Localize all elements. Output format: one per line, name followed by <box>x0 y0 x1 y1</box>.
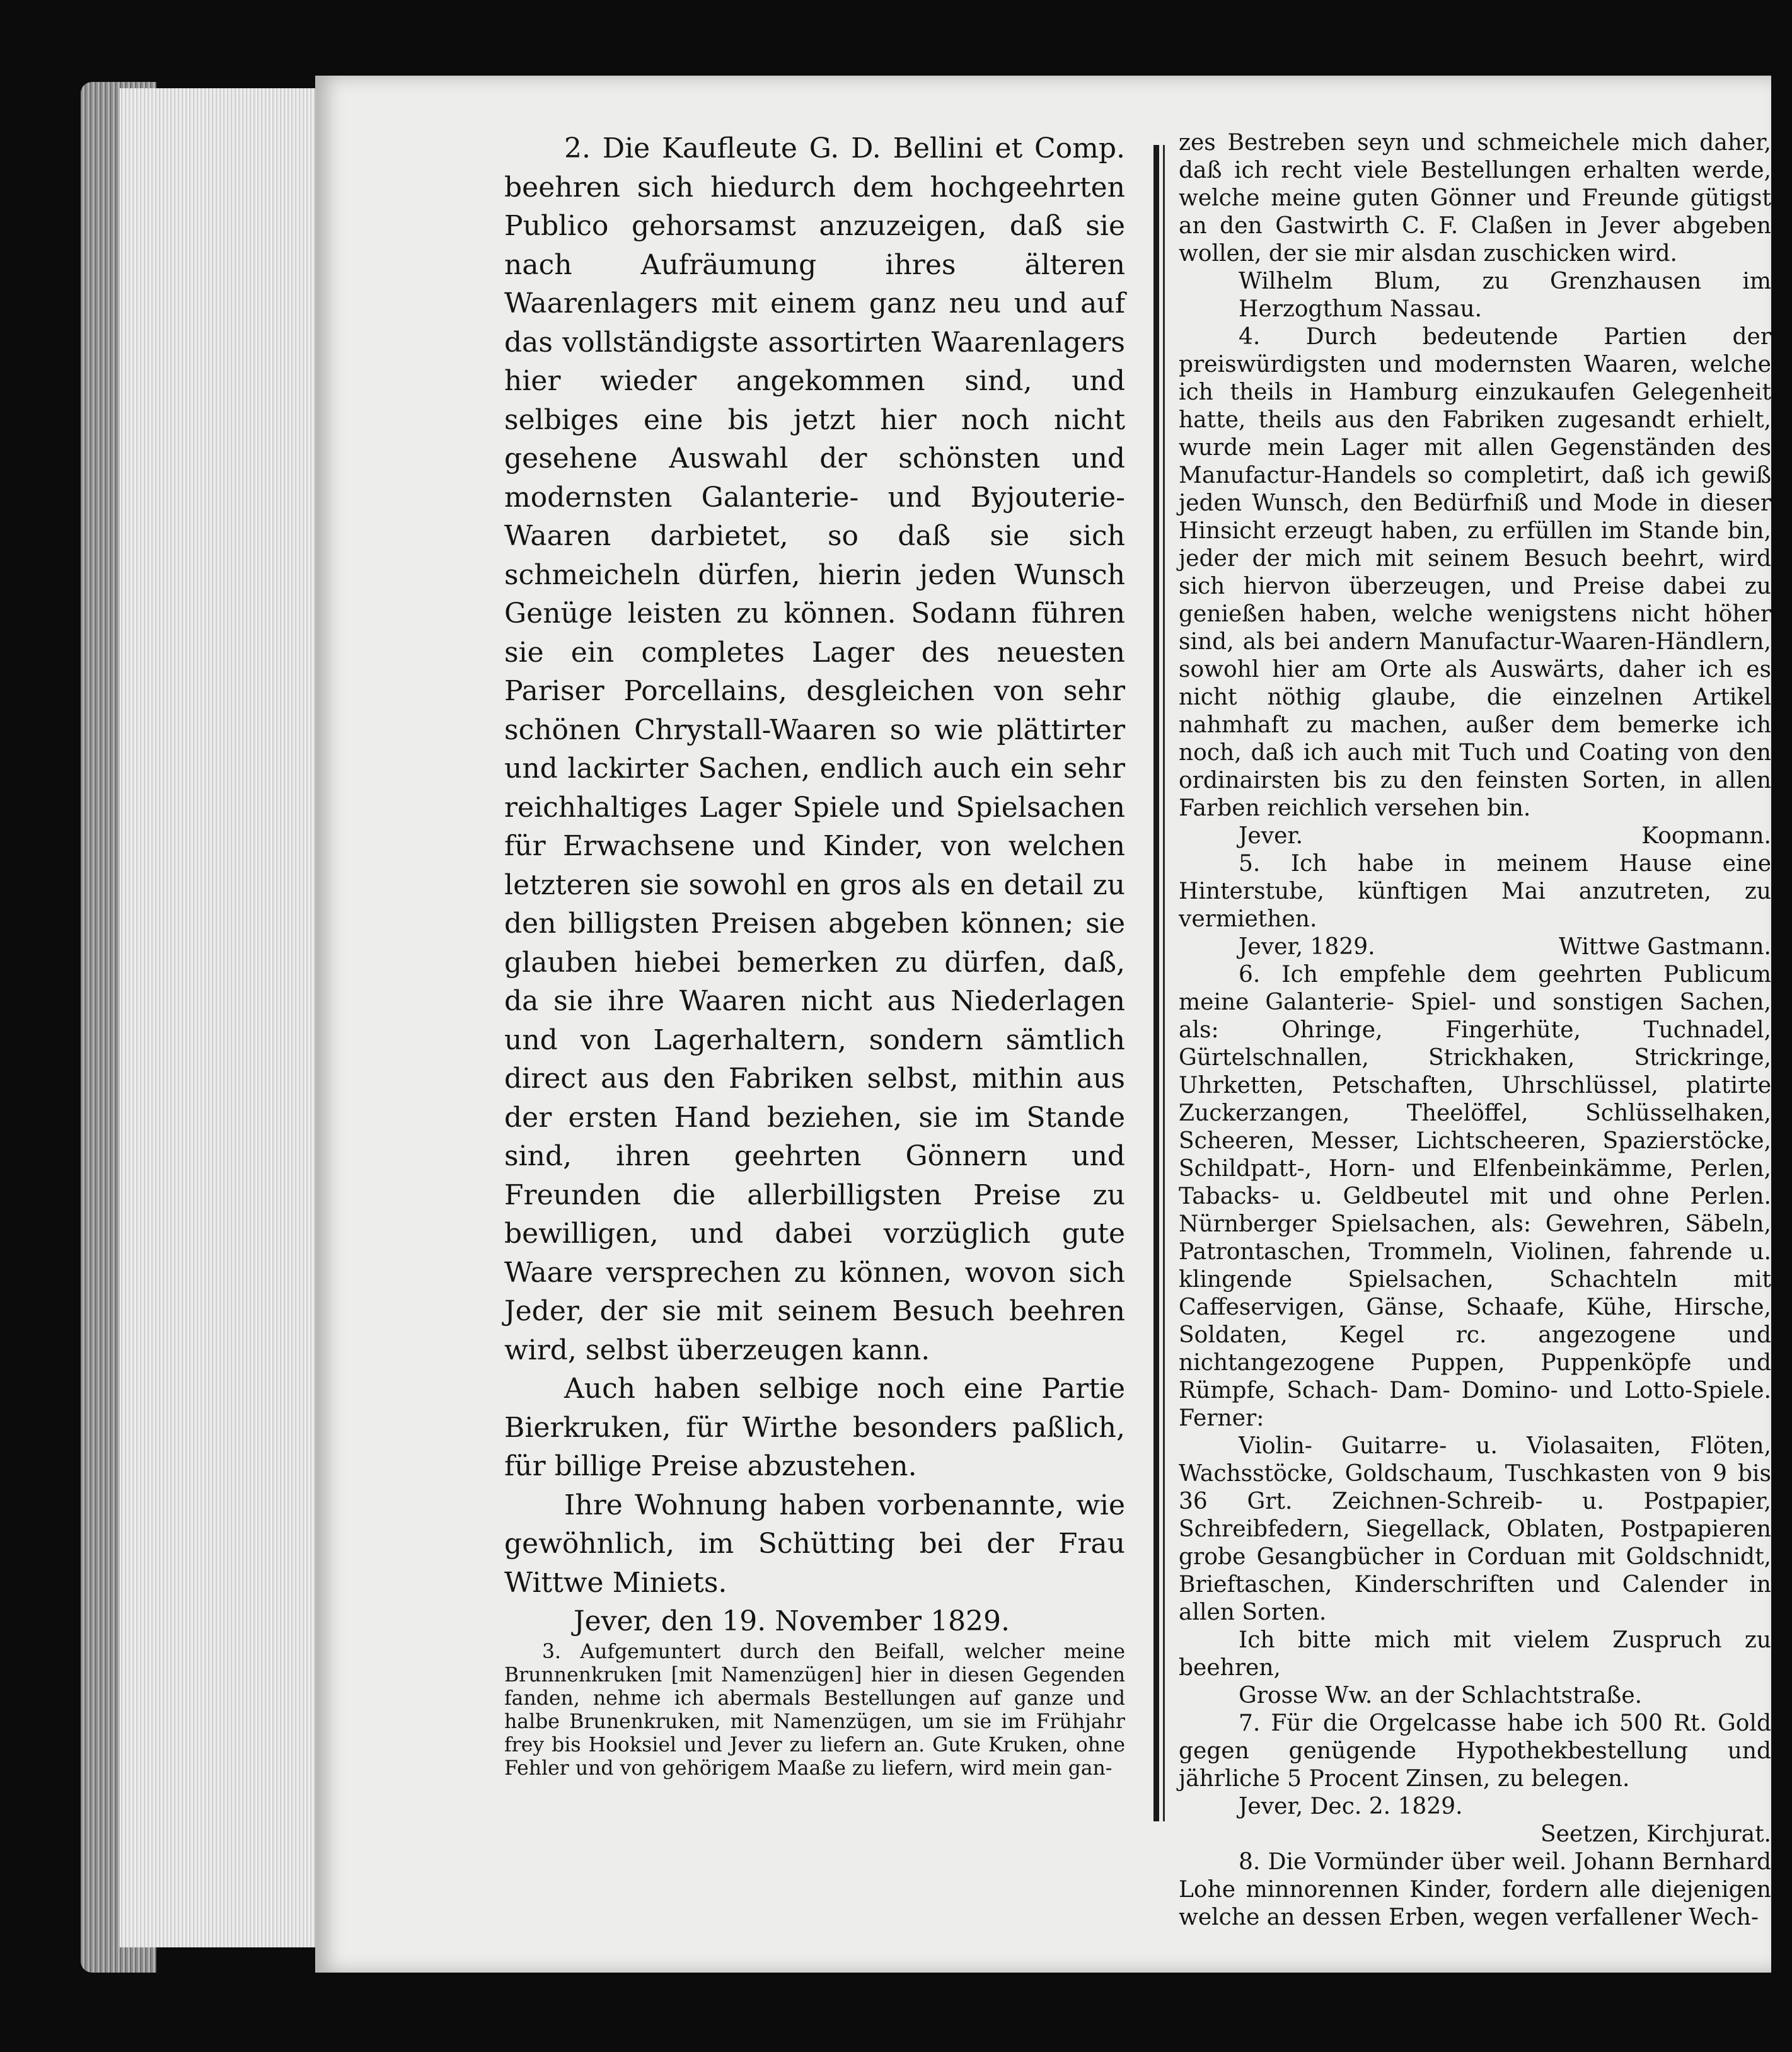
notice-text: Aufgemuntert durch den Beifall, welcher meine Brunnenkruken [mit Namenzügen] hier in diesen Gegenden fanden, nehme ich abermals Bestellungen auf ganze und halbe Brunenkruken, mit Namenzügen, um sie im Frühjahr frey bis Hooksiel und Jever zu liefern an. Gute Kruken, ohne Fehler und von gehörigem Maaße zu liefern, wird mein gan- <box>504 1640 1125 1780</box>
left-column <box>504 129 1125 1780</box>
notice-number: 8. <box>1239 1849 1261 1875</box>
notice-text: Für die Orgelcasse habe ich 500 Rt. Gold gegen genügende Hypothekbestellung und jährliche 5 Procent Zinsen, zu belegen. <box>1179 1710 1771 1792</box>
notice-5-signoff <box>1179 933 1771 961</box>
notice-8-paragraph <box>1179 1848 1771 1932</box>
notice-3-paragraph <box>504 1640 1125 1780</box>
notice-6-paragraph-2: Violin- Guitarre- u. Violasaiten, Flöten, Wachsstöcke, Goldschaum, Tuschkasten von 9 bis 36 Grt. Zeichnen-Schreib- u. Postpapier, Schreibfedern, Siegellack, Oblaten, Postpapieren grobe Gesangbücher in Corduan mit Goldschnidt, Brieftaschen, Kinderschriften und Calender in allen Sorten. <box>1179 1433 1771 1625</box>
notice-2-paragraph <box>504 129 1125 1369</box>
column-divider-thin <box>1163 145 1165 1821</box>
notice-text: Ich habe in meinem Hause eine Hinterstube, künftigen Mai anzutreten, zu vermiethen. <box>1179 851 1771 932</box>
notice-place: Jever, 1829. <box>1239 934 1375 960</box>
notice-2-paragraph-3: Ihre Wohnung haben vorbenannte, wie gewöhnlich, im Schütting bei der Frau Wittwe Miniets. <box>504 1489 1125 1599</box>
notice-6-paragraph-3: Ich bitte mich mit vielem Zuspruch zu beehren, <box>1179 1627 1771 1681</box>
notice-text: Die Vormünder über weil. Johann Bernhard Lohe minnorennen Kinder, fordern alle diejenigen welche an dessen Erben, wegen verfallener Wech- <box>1179 1849 1771 1930</box>
notice-number: 4. <box>1239 324 1261 350</box>
notice-text: Die Kaufleute G. D. Bellini et Comp. beehren sich hiedurch dem hochgeehrten Publico gehorsamst anzuzeigen, daß sie nach Aufräumung ihres älteren Waarenlagers mit einem ganz neu und auf das vollständigste assortirten Waarenlagers hier wieder angekommen sind, und selbiges eine bis jetzt hier noch nicht gesehene Auswahl der schönsten und modernsten Galanterie- und Byjouterie-Waaren darbietet, so daß sie sich schmeicheln dürfen, hierin jeden Wunsch Genüge leisten zu können. Sodann führen sie ein completes Lager des neuesten Pariser Porcellains, desgleichen von sehr schönen Chrystall-Waaren so wie plättirter und lackirter Sachen, endlich auch ein sehr reichhaltiges Lager Spiele und Spielsachen für Erwachsene und Kinder, von welchen letzteren sie sowohl en gros als en detail zu den billigsten Preisen abgeben können; sie glauben hiebei bemerken zu dürfen, daß, da sie ihre Waaren nicht aus Niederlagen und von Lagerhaltern, sondern sämtlich direct aus den Fabriken selbst, mithin aus der ersten Hand beziehen, sie im Stande sind, ihren geehrten Gönnern und Freunden die allerbilligsten Preise zu bewilligen, und dabei vorzüglich gute Waare versprechen zu können, wovon sich Jeder, der sie mit seinem Besuch beehren wird, selbst überzeugen kann. <box>504 132 1125 1366</box>
column-divider <box>1153 145 1159 1821</box>
notice-2-paragraph-2: Auch haben selbige noch eine Partie Bierkruken, für Wirthe besonders paßlich, für billige Preise abzustehen. <box>504 1373 1125 1482</box>
notice-signature: Wittwe Gastmann. <box>1559 934 1771 960</box>
notice-6-paragraph <box>1179 961 1771 1432</box>
notice-3-continuation: zes Bestreben seyn und schmeichele mich daher, daß ich recht viele Bestellungen erhalten werde, welche meine guten Gönner und Freunde gütigst an den Gastwirth C. F. Claßen in Jever abgeben wollen, der sie mir alsdan zuschicken wird. <box>1179 130 1771 267</box>
notice-7-place: Jever, Dec. 2. 1829. <box>1239 1794 1463 1819</box>
notice-number: 6. <box>1239 962 1261 988</box>
notice-5-paragraph <box>1179 850 1771 933</box>
notice-number: 5. <box>1239 851 1261 877</box>
notice-text: Ich empfehle dem geehrten Publicum meine Galanterie- Spiel- und sonstigen Sachen, als: Ohringe, Fingerhüte, Tuchnadel, Gürtelschnallen, Strickhaken, Strickringe, Uhrketten, Petschaften, Uhrschlüssel, platirte Zuckerzangen, Theelöffel, Schlüsselhaken, Scheeren, Messer, Lichtscheeren, Spazierstöcke, Schildpatt-, Horn- und Elfenbeinkämme, Perlen, Tabacks- u. Geldbeutel mit und ohne Perlen. Nürnberger Spielsachen, als: Gewehren, Säbeln, Patrontaschen, Trommeln, Violinen, fahrende u. klingende Spielsachen, Schachteln mit Caffeservigen, Gänse, Schaafe, Kühe, Hirsche, Soldaten, Kegel rc. angezogene und nichtangezogene Puppen, Puppenköpfe und Rümpfe, Schach- Dam- Domino- und Lotto-Spiele. Ferner: <box>1179 962 1771 1431</box>
notice-number: 3. <box>542 1640 562 1663</box>
notice-text: Durch bedeutende Partien der preiswürdigsten und modernsten Waaren, welche ich theils in Hamburg einzukaufen Gelegenheit hatte, theils aus den Fabriken zugesandt erhielt, wurde mein Lager mit allen Gegenständen des Manufactur-Handels so completirt, daß ich gewiß jeden Wunsch, den Bedürfniß und Mode in dieser Hinsicht erzeugt haben, zu erfüllen im Stande bin, jeder der mich mit seinem Besuch beehrt, wird sich hiervon überzeugen, und Preise dabei zu genießen haben, welche wenigstens nicht höher sind, als bei andern Manufactur-Waaren-Händlern, sowohl hier am Orte als Auswärts, daher ich es nicht nöthig glaube, die einzelnen Artikel nahmhaft zu machen, außer dem bemerke ich noch, daß ich auch mit Tuch und Coating von den ordinairsten bis zu den feinsten Sorten, in allen Farben reichlich versehen bin. <box>1179 324 1771 821</box>
notice-4-paragraph <box>1179 323 1771 822</box>
notice-4-signoff <box>1179 822 1771 850</box>
right-column <box>1179 129 1771 1932</box>
notice-number: 7. <box>1239 1710 1261 1736</box>
notice-6-signature: Grosse Ww. an der Schlachtstraße. <box>1239 1683 1643 1709</box>
notice-number: 2. <box>564 132 591 164</box>
notice-7-paragraph <box>1179 1710 1771 1793</box>
notice-signature: Koopmann. <box>1641 823 1771 849</box>
notice-7-signature: Seetzen, Kirchjurat. <box>1541 1821 1771 1847</box>
notice-3-signature: Wilhelm Blum, zu Grenzhausen im Herzogthum Nassau. <box>1239 268 1771 322</box>
notice-place: Jever. <box>1239 823 1304 849</box>
notice-2-date: Jever, den 19. November 1829. <box>574 1605 1010 1637</box>
page-stack-edges <box>120 88 321 1947</box>
